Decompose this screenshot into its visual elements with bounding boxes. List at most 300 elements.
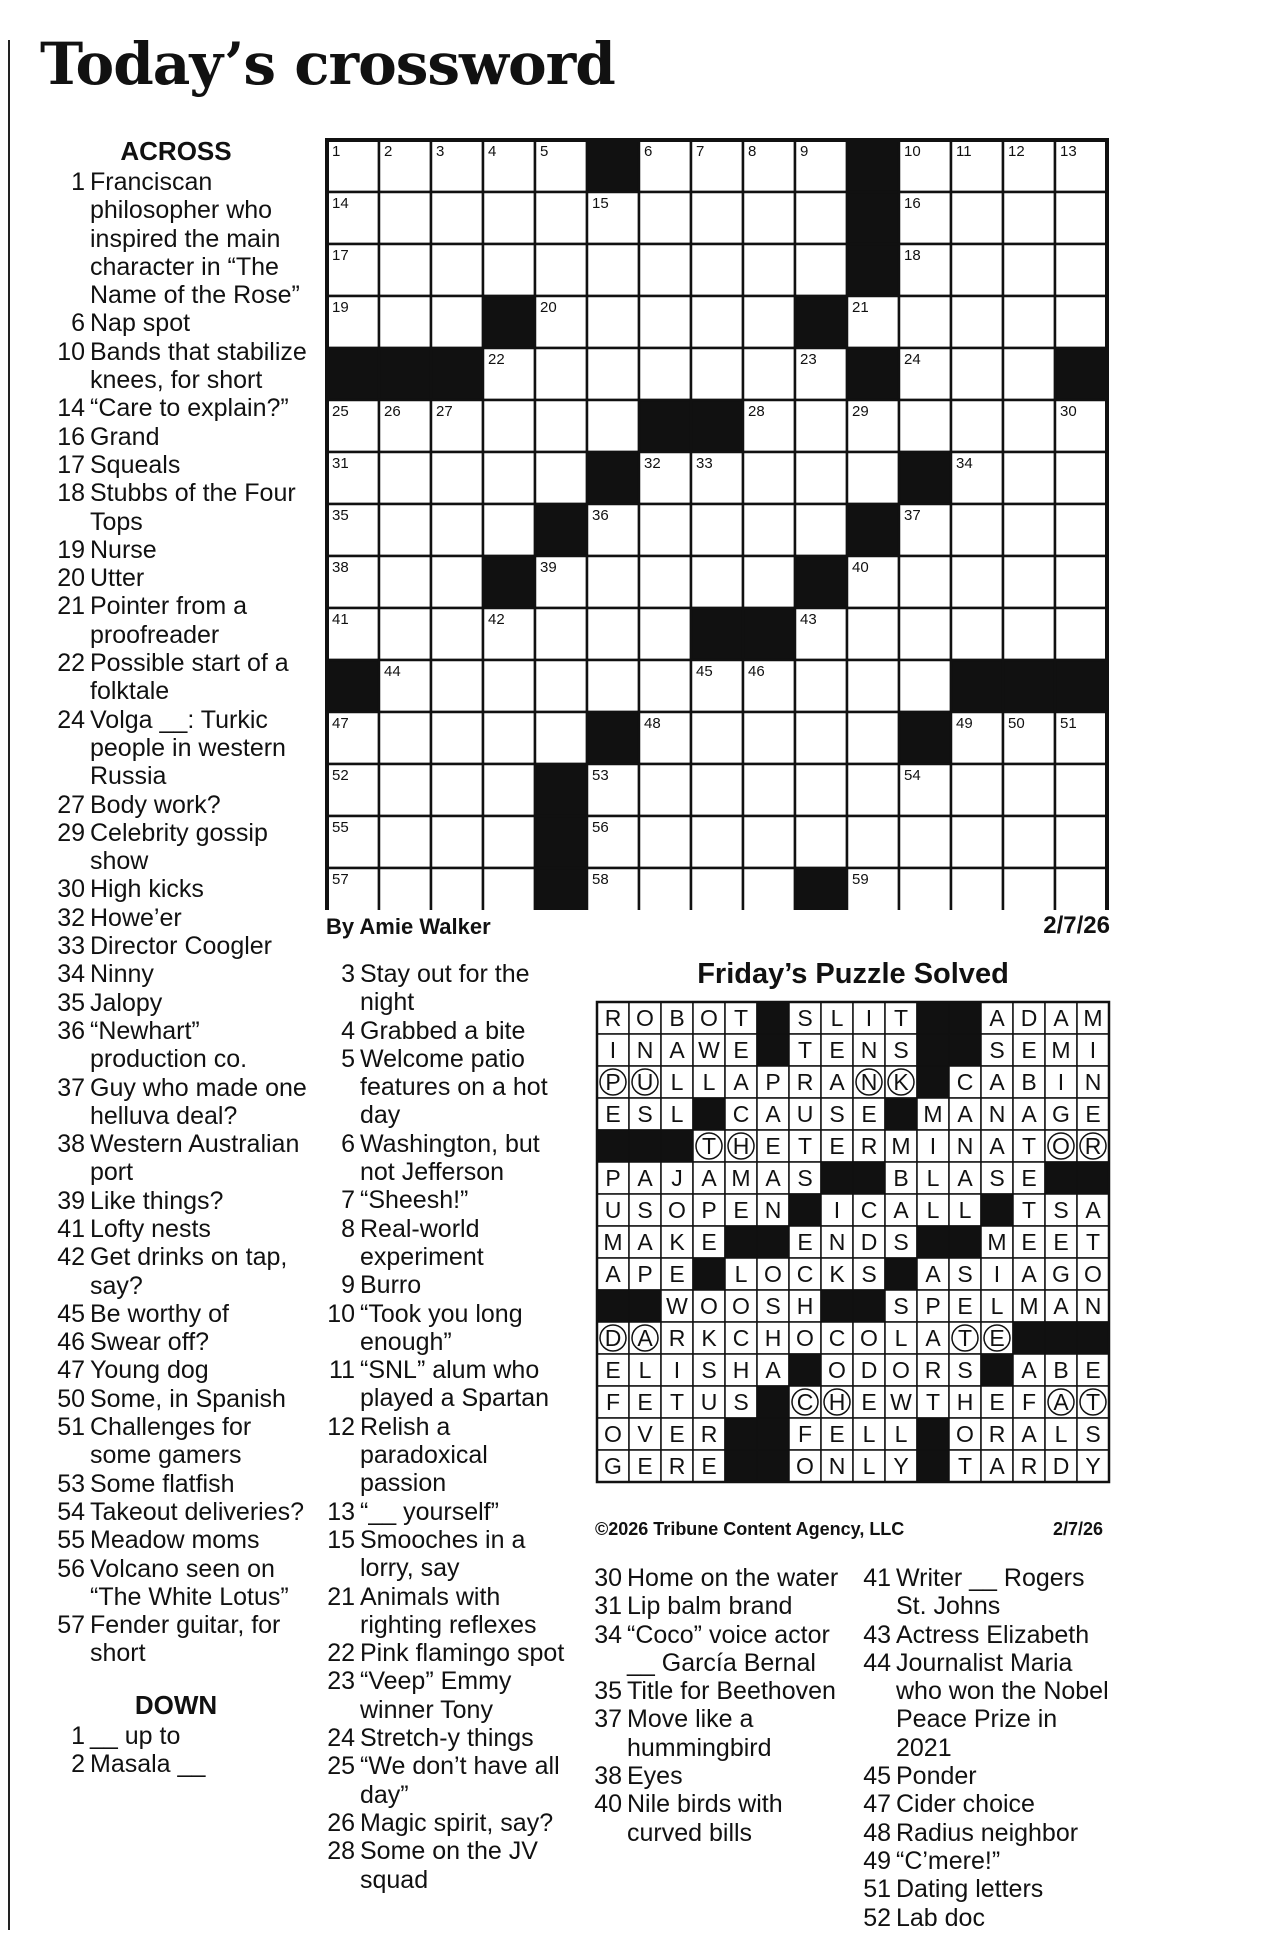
solved-letter: M bbox=[1051, 1037, 1071, 1063]
grid-cell[interactable] bbox=[691, 816, 743, 868]
cell-number: 53 bbox=[592, 767, 609, 784]
solved-letter: O bbox=[796, 1453, 814, 1479]
solved-letter: K bbox=[669, 1229, 685, 1255]
solved-letter: R bbox=[1020, 1453, 1038, 1479]
solved-letter: V bbox=[637, 1421, 653, 1447]
grid-cell[interactable] bbox=[431, 660, 483, 712]
solved-letter: A bbox=[1085, 1197, 1101, 1223]
clue-item bbox=[315, 960, 577, 1017]
solved-letter: A bbox=[733, 1069, 749, 1095]
solved-letter: A bbox=[1053, 1389, 1069, 1415]
clue-number: 56 bbox=[57, 1554, 85, 1583]
solved-letter: O bbox=[604, 1421, 622, 1447]
solved-letter: E bbox=[957, 1293, 973, 1319]
grid-cell[interactable] bbox=[1003, 608, 1055, 660]
grid-cell[interactable] bbox=[1055, 556, 1107, 608]
solved-letter: S bbox=[893, 1229, 909, 1255]
black-square bbox=[917, 1450, 949, 1482]
grid-cell[interactable] bbox=[639, 816, 691, 868]
grid-cell[interactable] bbox=[1055, 296, 1107, 348]
grid-cell[interactable] bbox=[379, 296, 431, 348]
grid-cell[interactable] bbox=[899, 556, 951, 608]
grid-cell[interactable] bbox=[639, 192, 691, 244]
solved-letter: H bbox=[828, 1389, 846, 1415]
grid-cell[interactable] bbox=[379, 868, 431, 910]
grid-cell[interactable] bbox=[379, 556, 431, 608]
grid-cell[interactable] bbox=[795, 504, 847, 556]
black-square bbox=[693, 1258, 725, 1290]
clue-item bbox=[45, 309, 307, 337]
grid-cell[interactable] bbox=[587, 244, 639, 296]
clue-item bbox=[45, 592, 307, 649]
grid-cell[interactable] bbox=[483, 712, 535, 764]
grid-cell[interactable] bbox=[639, 296, 691, 348]
solved-letter: E bbox=[605, 1101, 621, 1127]
clue-text: Ninny bbox=[90, 960, 154, 989]
clue-text: “Veep” Emmy winner Tony bbox=[360, 1667, 512, 1724]
grid-cell[interactable] bbox=[379, 608, 431, 660]
grid-cell[interactable] bbox=[1055, 504, 1107, 556]
grid-cell[interactable] bbox=[691, 504, 743, 556]
grid-cell[interactable] bbox=[639, 244, 691, 296]
grid-cell[interactable] bbox=[743, 452, 795, 504]
solved-letter: N bbox=[860, 1069, 878, 1095]
black-square bbox=[847, 348, 899, 400]
clue-item bbox=[315, 1837, 577, 1894]
grid-cell[interactable] bbox=[483, 192, 535, 244]
solved-letter: T bbox=[957, 1325, 973, 1351]
clue-number: 43 bbox=[863, 1620, 891, 1649]
grid-cell[interactable] bbox=[639, 556, 691, 608]
clue-text: Bands that stabilize knees, for short bbox=[90, 337, 307, 395]
grid-cell[interactable] bbox=[691, 764, 743, 816]
grid-cell[interactable] bbox=[1003, 192, 1055, 244]
grid-cell[interactable] bbox=[483, 868, 535, 910]
grid-cell[interactable] bbox=[951, 556, 1003, 608]
grid-cell[interactable] bbox=[743, 296, 795, 348]
left-margin-rule bbox=[8, 40, 10, 1930]
cell-number: 46 bbox=[748, 663, 765, 680]
grid-cell[interactable] bbox=[535, 452, 587, 504]
grid-cell[interactable] bbox=[743, 348, 795, 400]
solved-letter: E bbox=[701, 1453, 717, 1479]
grid-cell[interactable] bbox=[379, 192, 431, 244]
solved-letter: A bbox=[765, 1165, 781, 1191]
grid-cell[interactable] bbox=[743, 764, 795, 816]
black-square bbox=[743, 608, 795, 660]
grid-cell[interactable] bbox=[587, 296, 639, 348]
solved-letter: L bbox=[894, 1421, 908, 1447]
cell-number: 39 bbox=[540, 559, 557, 576]
clue-item bbox=[315, 1724, 577, 1752]
grid-cell[interactable] bbox=[951, 504, 1003, 556]
grid-cell[interactable] bbox=[535, 348, 587, 400]
clue-text: “SNL” alum who played a Spartan bbox=[360, 1356, 550, 1413]
grid-cell[interactable] bbox=[743, 556, 795, 608]
grid-cell[interactable] bbox=[1055, 244, 1107, 296]
solved-letter: E bbox=[765, 1133, 781, 1159]
solved-letter: S bbox=[1085, 1421, 1101, 1447]
clue-item bbox=[45, 1328, 307, 1356]
black-square bbox=[757, 1034, 789, 1066]
grid-cell[interactable] bbox=[951, 868, 1003, 910]
solved-letter: U bbox=[796, 1101, 814, 1127]
solved-letter: A bbox=[1053, 1005, 1069, 1031]
clue-number: 41 bbox=[57, 1214, 85, 1243]
grid-cell[interactable] bbox=[587, 400, 639, 452]
black-square bbox=[795, 296, 847, 348]
cell-number: 16 bbox=[904, 195, 921, 212]
solved-letter: P bbox=[605, 1069, 621, 1095]
black-square bbox=[917, 1002, 949, 1034]
black-square bbox=[789, 1354, 821, 1386]
clue-number: 8 bbox=[341, 1214, 355, 1243]
grid-cell[interactable] bbox=[483, 816, 535, 868]
solved-letter: C bbox=[732, 1325, 750, 1351]
clue-text: Writer __ Rogers St. Johns bbox=[896, 1564, 1085, 1621]
grid-cell[interactable] bbox=[691, 556, 743, 608]
grid-cell[interactable] bbox=[1003, 504, 1055, 556]
clue-item bbox=[45, 1498, 307, 1526]
grid-cell[interactable] bbox=[639, 764, 691, 816]
solved-letter: Y bbox=[893, 1453, 909, 1479]
grid-cell[interactable] bbox=[483, 244, 535, 296]
grid-cell[interactable] bbox=[379, 816, 431, 868]
clue-item bbox=[315, 1667, 577, 1724]
solved-letter: I bbox=[609, 1037, 617, 1063]
grid-cell[interactable] bbox=[743, 868, 795, 910]
black-square bbox=[821, 1290, 853, 1322]
clue-text: “We don’t have all day” bbox=[360, 1752, 560, 1809]
grid-cell[interactable] bbox=[795, 764, 847, 816]
cell-number: 33 bbox=[696, 455, 713, 472]
grid-cell[interactable] bbox=[1055, 192, 1107, 244]
crossword-grid[interactable] bbox=[325, 138, 1114, 910]
solved-letter: A bbox=[893, 1197, 909, 1223]
solved-letter: R bbox=[860, 1133, 878, 1159]
grid-cell[interactable] bbox=[431, 244, 483, 296]
grid-cell[interactable] bbox=[431, 192, 483, 244]
grid-cell[interactable] bbox=[535, 608, 587, 660]
cell-number: 54 bbox=[904, 767, 921, 784]
grid-cell[interactable] bbox=[795, 192, 847, 244]
grid-cell[interactable] bbox=[795, 712, 847, 764]
grid-cell[interactable] bbox=[535, 712, 587, 764]
grid-cell[interactable] bbox=[847, 816, 899, 868]
grid-cell[interactable] bbox=[639, 504, 691, 556]
clue-text: Get drinks on tap, say? bbox=[90, 1243, 288, 1300]
grid-cell[interactable] bbox=[483, 400, 535, 452]
puzzle-date: 2/7/26 bbox=[1043, 912, 1110, 939]
solved-puzzle-date: 2/7/26 bbox=[1053, 1519, 1104, 1539]
clue-number: 51 bbox=[863, 1875, 891, 1904]
grid-cell[interactable] bbox=[743, 712, 795, 764]
cell-number: 45 bbox=[696, 663, 713, 680]
clue-item bbox=[45, 960, 307, 988]
grid-cell[interactable] bbox=[1003, 452, 1055, 504]
grid-cell[interactable] bbox=[691, 296, 743, 348]
solved-letter: O bbox=[1052, 1133, 1070, 1159]
grid-cell[interactable] bbox=[535, 244, 587, 296]
solved-letter: A bbox=[989, 1133, 1005, 1159]
grid-cell[interactable] bbox=[1003, 296, 1055, 348]
grid-cell[interactable] bbox=[587, 660, 639, 712]
grid-cell[interactable] bbox=[847, 712, 899, 764]
solved-letter: N bbox=[1084, 1293, 1102, 1319]
grid-cell[interactable] bbox=[431, 816, 483, 868]
solved-letter: N bbox=[988, 1101, 1006, 1127]
solved-letter: T bbox=[957, 1453, 973, 1479]
clue-number: 24 bbox=[57, 705, 85, 734]
cell-number: 42 bbox=[488, 611, 505, 628]
solved-letter: M bbox=[891, 1133, 911, 1159]
clue-item bbox=[45, 479, 307, 536]
cell-number: 26 bbox=[384, 403, 401, 420]
grid-cell[interactable] bbox=[847, 608, 899, 660]
clue-number: 10 bbox=[327, 1299, 355, 1328]
grid-cell[interactable] bbox=[535, 660, 587, 712]
clue-number: 32 bbox=[57, 903, 85, 932]
clue-item bbox=[45, 1470, 307, 1498]
grid-cell[interactable] bbox=[691, 348, 743, 400]
cell-number: 35 bbox=[332, 507, 349, 524]
solved-letter: S bbox=[1053, 1197, 1069, 1223]
solved-letter: O bbox=[860, 1325, 878, 1351]
grid-cell[interactable] bbox=[1055, 868, 1107, 910]
grid-cell[interactable] bbox=[379, 764, 431, 816]
black-square bbox=[821, 1162, 853, 1194]
clue-number: 33 bbox=[57, 932, 85, 961]
cell-number: 49 bbox=[956, 715, 973, 732]
grid-cell[interactable] bbox=[483, 764, 535, 816]
grid-cell[interactable] bbox=[431, 712, 483, 764]
solved-letter: S bbox=[957, 1261, 973, 1287]
grid-cell[interactable] bbox=[431, 764, 483, 816]
cell-number: 58 bbox=[592, 871, 609, 888]
solved-letter: T bbox=[797, 1133, 813, 1159]
clue-item bbox=[851, 1564, 1113, 1621]
clue-text: Actress Elizabeth bbox=[896, 1620, 1090, 1649]
cell-number: 18 bbox=[904, 247, 921, 264]
grid-cell[interactable] bbox=[1003, 244, 1055, 296]
grid-cell[interactable] bbox=[379, 504, 431, 556]
black-square bbox=[725, 1450, 757, 1482]
clue-number: 38 bbox=[594, 1762, 622, 1791]
grid-cell[interactable] bbox=[1055, 816, 1107, 868]
grid-cell[interactable] bbox=[639, 348, 691, 400]
black-square bbox=[597, 1130, 629, 1162]
grid-cell[interactable] bbox=[691, 712, 743, 764]
grid-cell[interactable] bbox=[639, 868, 691, 910]
grid-cell[interactable] bbox=[951, 348, 1003, 400]
clue-number: 28 bbox=[327, 1837, 355, 1866]
solved-letter: I bbox=[1057, 1069, 1065, 1095]
grid-cell[interactable] bbox=[951, 608, 1003, 660]
grid-cell[interactable] bbox=[691, 244, 743, 296]
solved-letter: N bbox=[636, 1037, 654, 1063]
clue-text: Lip balm brand bbox=[627, 1592, 793, 1621]
clue-text: Stubbs of the Four Tops bbox=[90, 479, 296, 536]
black-square bbox=[757, 1002, 789, 1034]
solved-letter: D bbox=[860, 1357, 878, 1383]
black-square bbox=[327, 660, 379, 712]
clue-text: Grabbed a bite bbox=[360, 1016, 526, 1045]
solved-letter: E bbox=[829, 1037, 845, 1063]
solved-letter: A bbox=[925, 1261, 941, 1287]
grid-cell[interactable] bbox=[691, 192, 743, 244]
clue-number: 30 bbox=[57, 875, 85, 904]
grid-cell[interactable] bbox=[1003, 816, 1055, 868]
clue-item bbox=[45, 932, 307, 960]
clue-item bbox=[582, 1762, 844, 1790]
grid-cell[interactable] bbox=[1003, 868, 1055, 910]
grid-cell[interactable] bbox=[899, 868, 951, 910]
solved-letter: A bbox=[1021, 1357, 1037, 1383]
grid-cell[interactable] bbox=[899, 660, 951, 712]
grid-cell[interactable] bbox=[847, 452, 899, 504]
clue-text: Cider choice bbox=[896, 1790, 1035, 1819]
grid-cell[interactable] bbox=[795, 452, 847, 504]
cell-number: 6 bbox=[644, 143, 653, 160]
solved-letter: B bbox=[669, 1005, 685, 1031]
grid-cell[interactable] bbox=[483, 660, 535, 712]
grid-cell[interactable] bbox=[951, 764, 1003, 816]
grid-cell[interactable] bbox=[639, 660, 691, 712]
grid-cell[interactable] bbox=[1003, 400, 1055, 452]
clue-text: Challenges for some gamers bbox=[90, 1413, 252, 1470]
solved-letter: E bbox=[1085, 1101, 1101, 1127]
grid-cell[interactable] bbox=[431, 608, 483, 660]
cell-number: 19 bbox=[332, 299, 349, 316]
clue-number: 2 bbox=[71, 1750, 85, 1779]
grid-cell[interactable] bbox=[951, 400, 1003, 452]
grid-cell[interactable] bbox=[483, 452, 535, 504]
clue-text: Nurse bbox=[90, 535, 157, 564]
solved-letter: S bbox=[797, 1165, 813, 1191]
black-square bbox=[847, 244, 899, 296]
grid-cell[interactable] bbox=[535, 192, 587, 244]
solved-letter: S bbox=[829, 1101, 845, 1127]
grid-cell[interactable] bbox=[847, 764, 899, 816]
clue-number: 46 bbox=[57, 1328, 85, 1357]
grid-cell[interactable] bbox=[795, 816, 847, 868]
grid-cell[interactable] bbox=[1055, 452, 1107, 504]
grid-cell[interactable] bbox=[639, 608, 691, 660]
solved-letter: E bbox=[1021, 1229, 1037, 1255]
grid-cell[interactable] bbox=[431, 556, 483, 608]
solved-letter: E bbox=[829, 1421, 845, 1447]
grid-cell[interactable] bbox=[431, 296, 483, 348]
grid-cell[interactable] bbox=[743, 816, 795, 868]
solved-puzzle-heading: Friday’s Puzzle Solved bbox=[697, 958, 1009, 990]
solved-letter: T bbox=[669, 1389, 685, 1415]
grid-cell[interactable] bbox=[951, 192, 1003, 244]
clue-text: Nap spot bbox=[90, 309, 191, 338]
solved-letter: I bbox=[929, 1133, 937, 1159]
grid-cell[interactable] bbox=[587, 608, 639, 660]
grid-cell[interactable] bbox=[1003, 556, 1055, 608]
grid-cell[interactable] bbox=[379, 244, 431, 296]
clue-number: 44 bbox=[863, 1648, 891, 1677]
clue-number: 54 bbox=[57, 1497, 85, 1526]
solved-letter: T bbox=[1085, 1229, 1101, 1255]
grid-cell[interactable] bbox=[951, 816, 1003, 868]
clue-text: __ up to bbox=[90, 1721, 181, 1750]
grid-cell[interactable] bbox=[431, 504, 483, 556]
solved-letter: A bbox=[957, 1101, 973, 1127]
clue-item bbox=[45, 1555, 307, 1612]
grid-cell[interactable] bbox=[1055, 764, 1107, 816]
solved-letter: N bbox=[764, 1197, 782, 1223]
solved-letter: O bbox=[700, 1293, 718, 1319]
clue-item bbox=[315, 1130, 577, 1187]
solved-letter: U bbox=[604, 1197, 622, 1223]
clue-item bbox=[851, 1762, 1113, 1790]
grid-cell[interactable] bbox=[743, 192, 795, 244]
grid-cell[interactable] bbox=[691, 868, 743, 910]
cell-number: 47 bbox=[332, 715, 349, 732]
grid-cell[interactable] bbox=[1055, 608, 1107, 660]
clue-number: 16 bbox=[57, 422, 85, 451]
grid-cell[interactable] bbox=[587, 556, 639, 608]
grid-cell[interactable] bbox=[587, 348, 639, 400]
clue-text: Body work? bbox=[90, 790, 221, 819]
grid-cell[interactable] bbox=[431, 452, 483, 504]
solved-letter: D bbox=[1020, 1005, 1038, 1031]
solved-letter: E bbox=[1021, 1165, 1037, 1191]
black-square bbox=[587, 452, 639, 504]
grid-cell[interactable] bbox=[535, 400, 587, 452]
grid-cell[interactable] bbox=[743, 504, 795, 556]
clue-number: 15 bbox=[327, 1525, 355, 1554]
across-clue-list bbox=[45, 168, 307, 1668]
grid-cell[interactable] bbox=[795, 400, 847, 452]
grid-cell[interactable] bbox=[431, 868, 483, 910]
clue-item bbox=[315, 1526, 577, 1583]
clue-text: Director Coogler bbox=[90, 932, 273, 961]
clue-item bbox=[45, 1215, 307, 1243]
cell-number: 7 bbox=[696, 143, 705, 160]
grid-cell[interactable] bbox=[951, 296, 1003, 348]
grid-cell[interactable] bbox=[951, 244, 1003, 296]
grid-cell[interactable] bbox=[795, 244, 847, 296]
grid-cell[interactable] bbox=[847, 660, 899, 712]
grid-cell[interactable] bbox=[743, 244, 795, 296]
grid-cell[interactable] bbox=[795, 660, 847, 712]
grid-cell[interactable] bbox=[899, 400, 951, 452]
cell-number: 17 bbox=[332, 247, 349, 264]
black-square bbox=[1045, 1322, 1077, 1354]
grid-cell[interactable] bbox=[379, 452, 431, 504]
grid-cell[interactable] bbox=[1003, 764, 1055, 816]
solved-letter: W bbox=[890, 1389, 912, 1415]
grid-cell[interactable] bbox=[483, 504, 535, 556]
solved-letter: K bbox=[893, 1069, 909, 1095]
clue-text: Grand bbox=[90, 422, 160, 451]
page-title: Today’s crossword bbox=[40, 30, 615, 98]
solved-letter: S bbox=[637, 1197, 653, 1223]
grid-cell[interactable] bbox=[379, 712, 431, 764]
grid-cell[interactable] bbox=[1003, 348, 1055, 400]
grid-cell[interactable] bbox=[899, 816, 951, 868]
clue-item bbox=[45, 394, 307, 422]
solved-letter: O bbox=[636, 1005, 654, 1031]
solved-letter: A bbox=[957, 1165, 973, 1191]
grid-cell[interactable] bbox=[899, 608, 951, 660]
down-heading: DOWN bbox=[134, 1689, 218, 1720]
grid-cell[interactable] bbox=[899, 296, 951, 348]
clue-number: 12 bbox=[327, 1412, 355, 1441]
